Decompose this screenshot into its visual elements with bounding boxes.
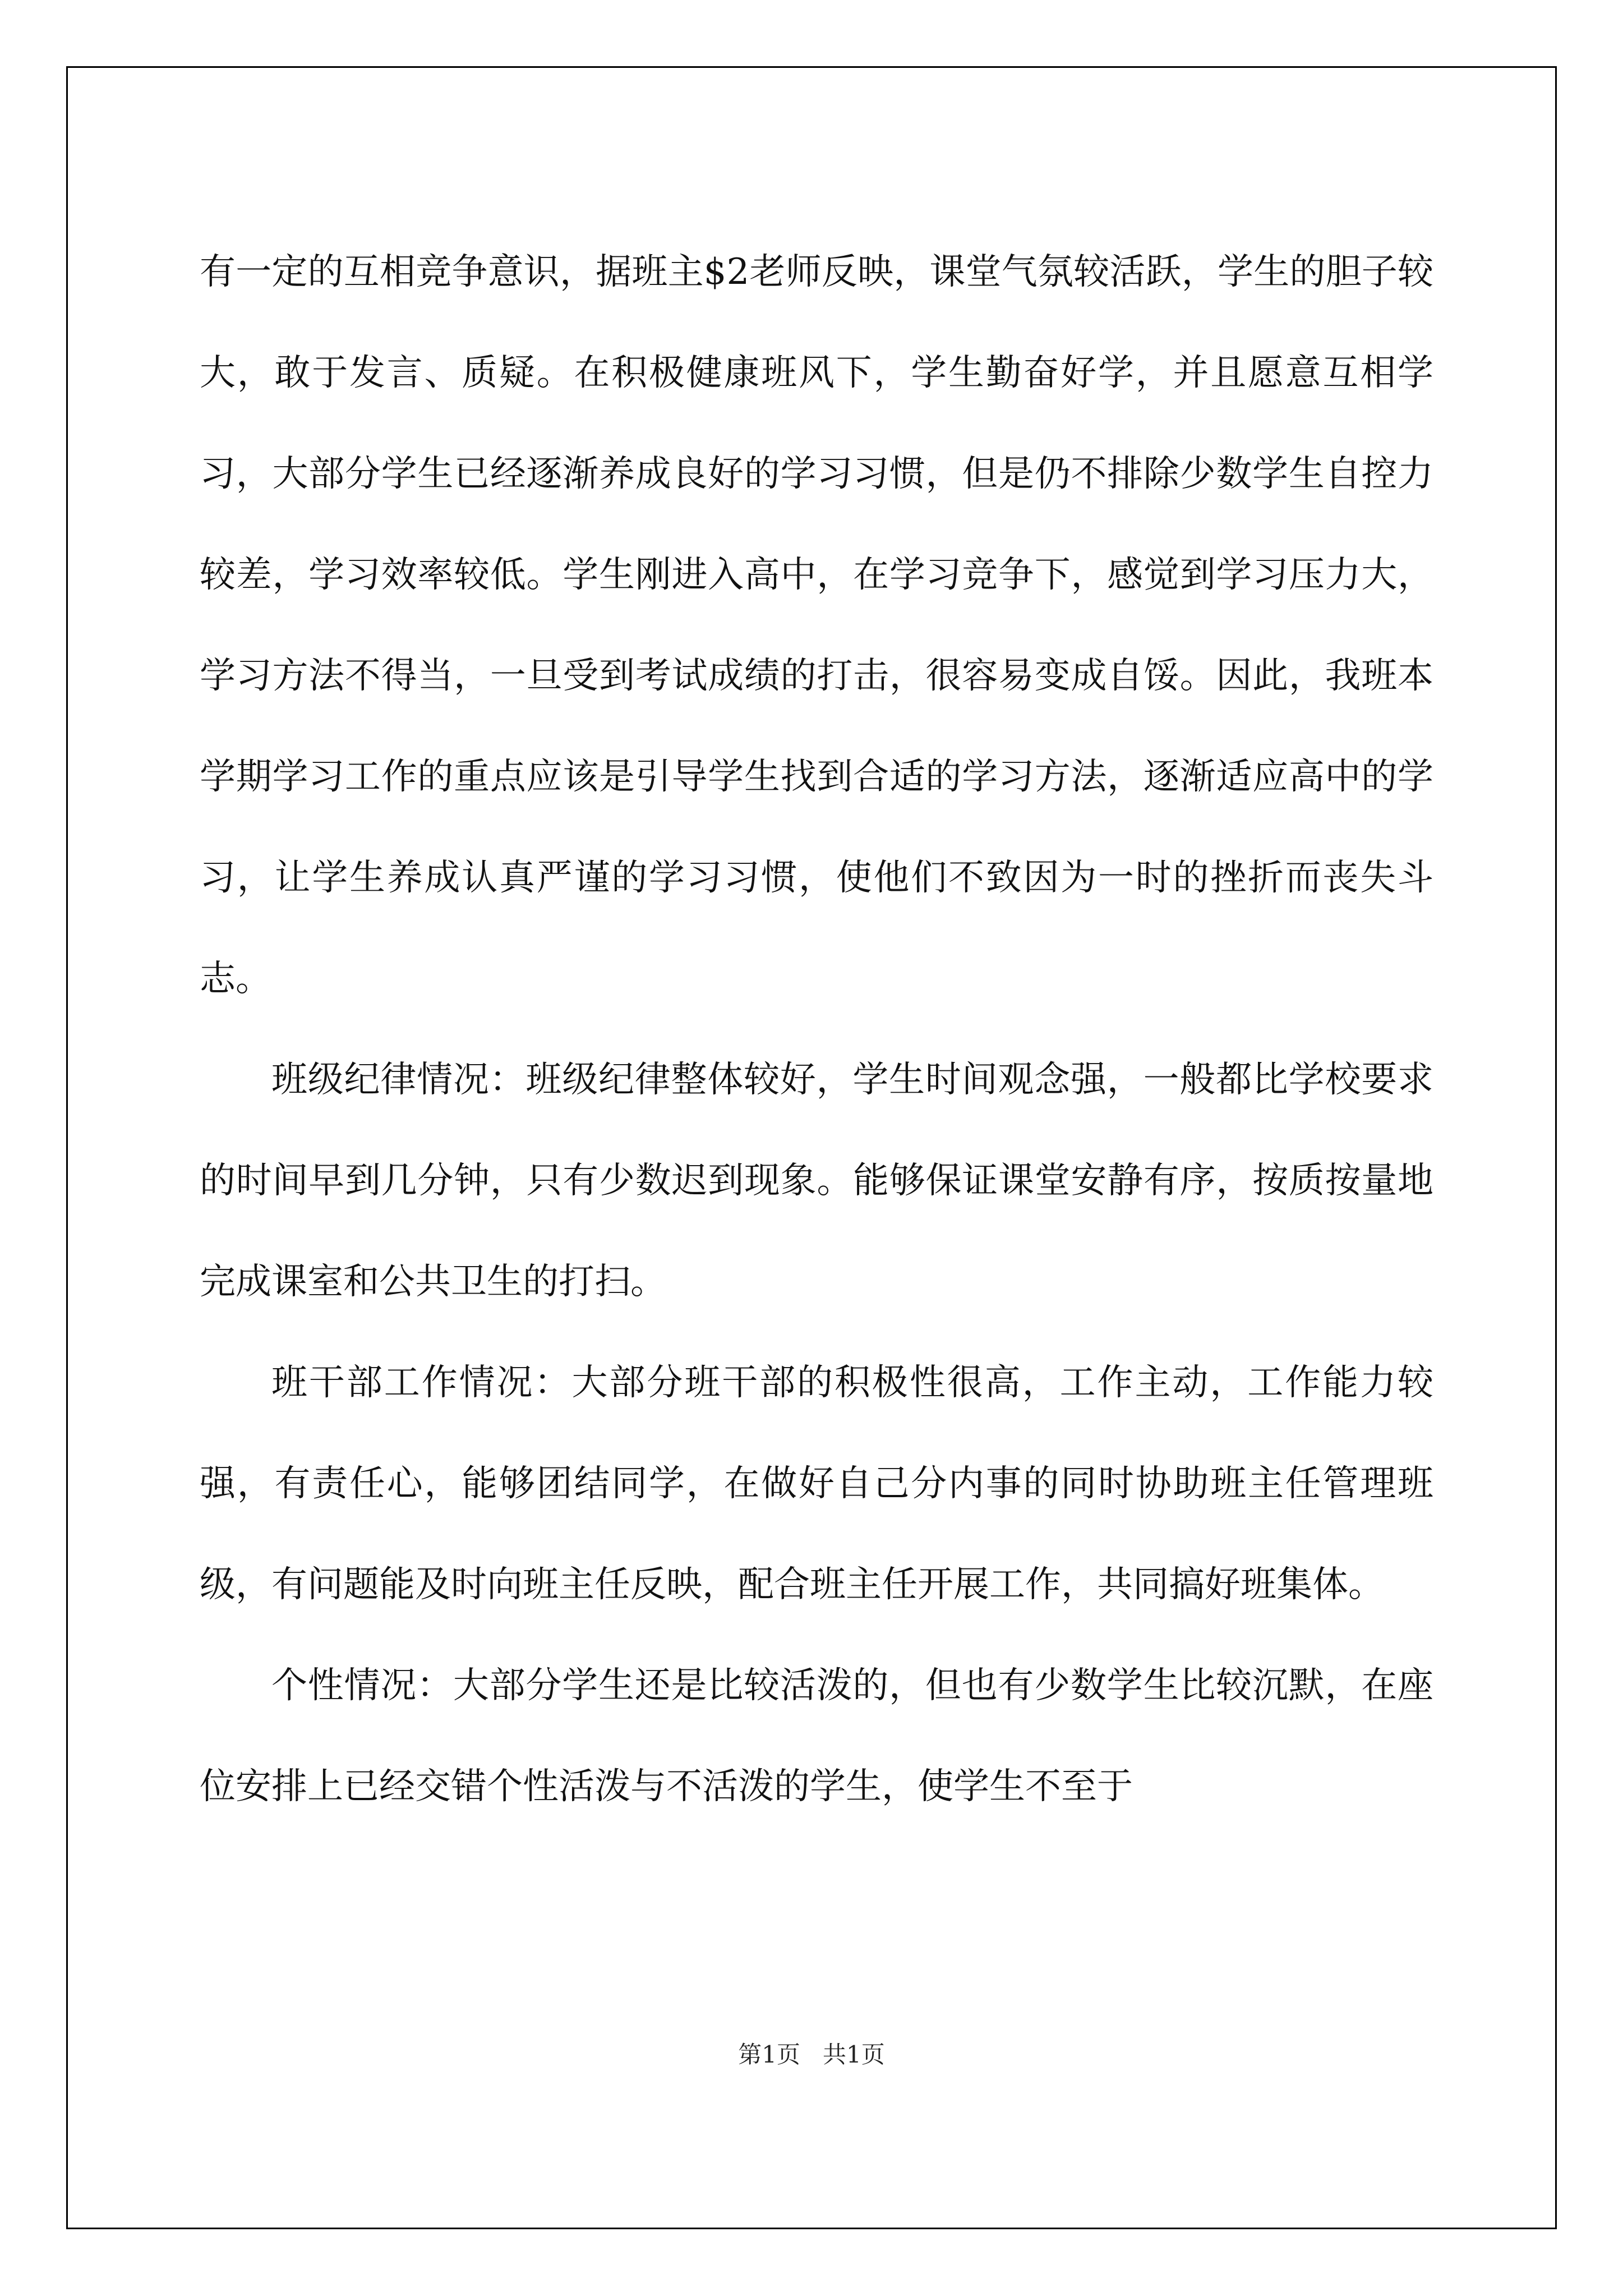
page-footer: [0, 2036, 1623, 2070]
paragraph-3: 班干部工作情况：大部分班干部的积极性很高，工作主动，工作能力较强，有责任心，能够团结同学，在做好自己分内事的同时协助班主任管理班级，有问题能及时向班主任反映，配合班主任开展工作，共同搞好班集体。: [200, 1362, 1433, 1605]
document-body: [200, 222, 1433, 1837]
paragraph-2: 班级纪律情况：班级纪律整体较好，学生时间观念强，一般都比学校要求的时间早到几分钟，只有少数迟到现象。能够保证课堂安静有序，按质按量地完成课室和公共卫生的打扫。: [200, 1059, 1433, 1303]
paragraph-1: 有一定的互相竞争意识，据班主$2老师反映，课堂气氛较活跃，学生的胆子较大，敢于发言、质疑。在积极健康班风下，学生勤奋好学，并且愿意互相学习，大部分学生已经逐渐养成良好的学习习惯，但是仍不排除少数学生自控力较差，学习效率较低。学生刚进入高中，在学习竞争下，感觉到学习压力大，学习方法不得当，一旦受到考试成绩的打击，很容易变成自馁。因此，我班本学期学习工作的重点应该是引导学生找到合适的学习方法，逐渐适应高中的学习，让学生养成认真严谨的学习习惯，使他们不致因为一时的挫折而丧失斗志。: [200, 251, 1433, 1000]
paragraph-4: 个性情况：大部分学生还是比较活泼的，但也有少数学生比较沉默，在座位安排上已经交错个性活泼与不活泼的学生，使学生不至于: [200, 1665, 1433, 1807]
page-total: 共1页: [823, 2041, 885, 2068]
page-number: 第1页: [738, 2041, 800, 2068]
